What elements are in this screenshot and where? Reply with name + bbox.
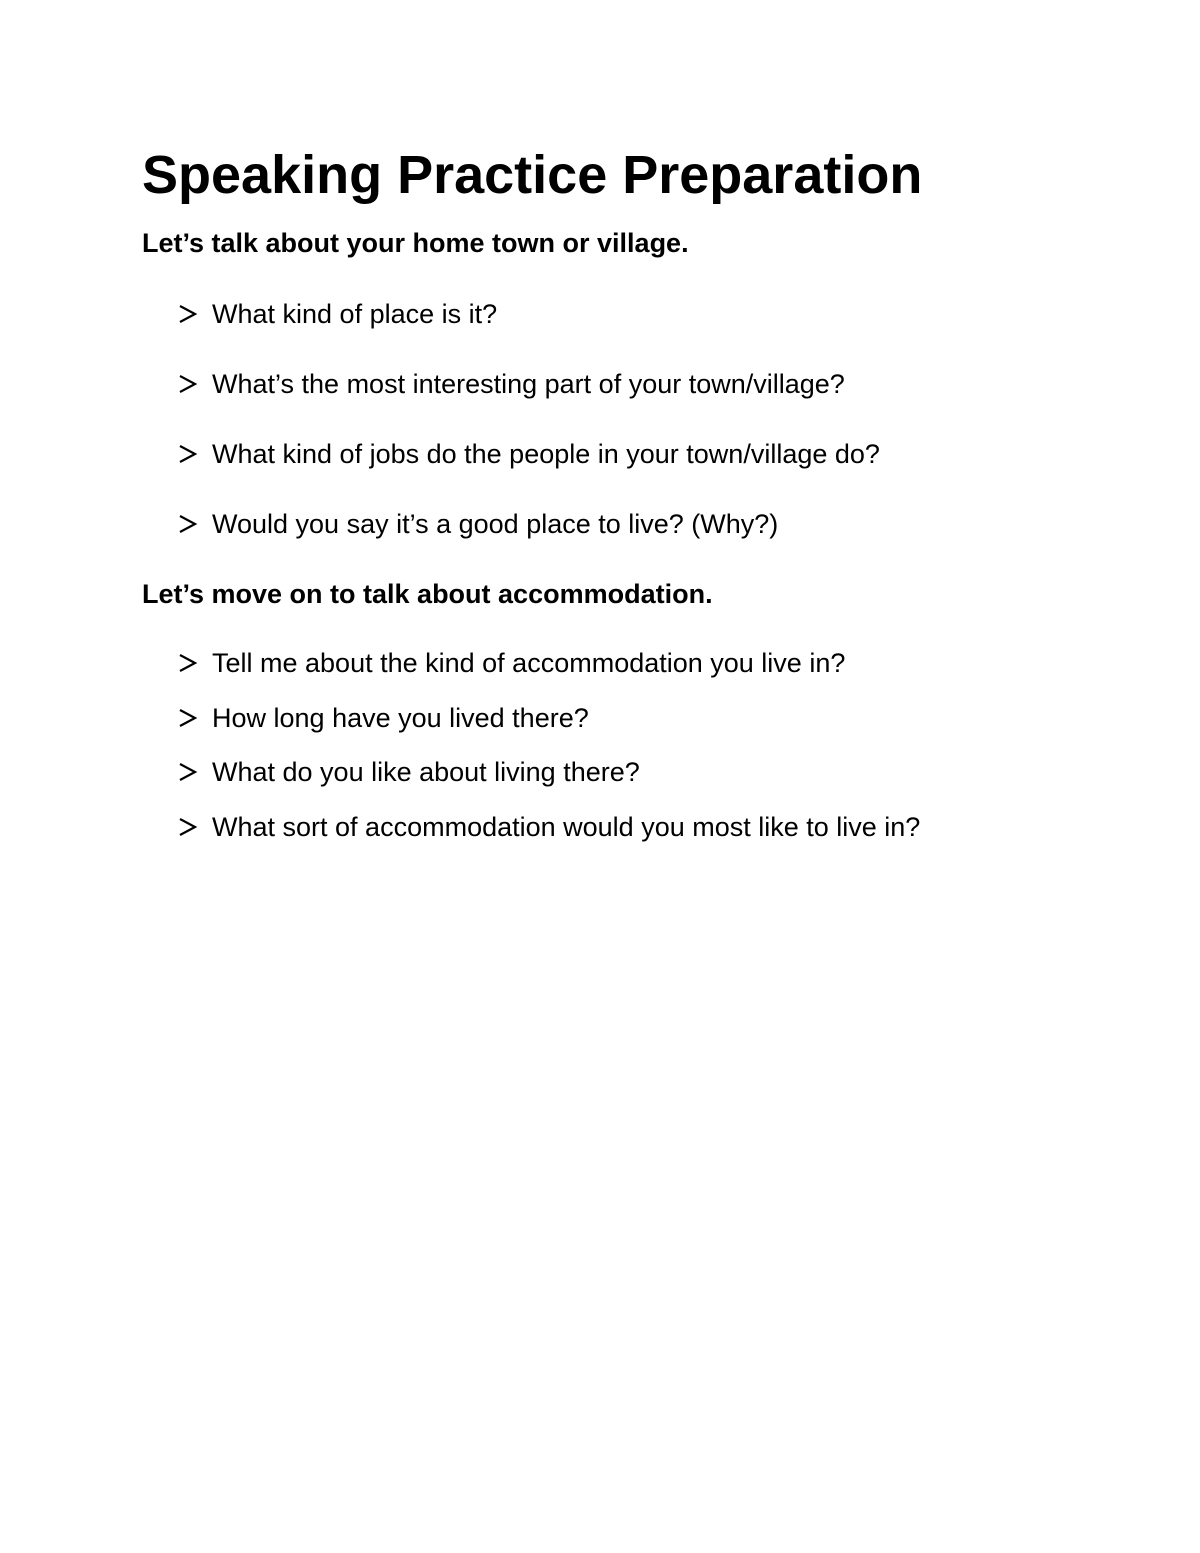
arrowhead-bullet-icon — [178, 513, 212, 535]
question-text: What kind of jobs do the people in your town/village do? — [212, 439, 880, 469]
arrowhead-bullet-icon — [178, 303, 212, 325]
home-town-question-list — [178, 297, 880, 577]
question-text: What do you like about living there? — [212, 757, 640, 787]
arrowhead-bullet-icon — [178, 761, 212, 783]
question-text: What sort of accommodation would you most like to live in? — [212, 811, 921, 842]
list-item — [178, 297, 880, 331]
section-heading-home-town: Let’s talk about your home town or village. — [142, 228, 689, 258]
list-item — [178, 367, 880, 401]
page-title: Speaking Practice Preparation — [142, 145, 923, 205]
list-item — [178, 755, 920, 789]
question-text: Tell me about the kind of accommodation you live in? — [212, 648, 846, 678]
question-text: What kind of place is it? — [212, 299, 498, 329]
list-item — [178, 701, 920, 735]
arrowhead-bullet-icon — [178, 652, 212, 674]
arrowhead-bullet-icon — [178, 707, 212, 729]
arrowhead-bullet-icon — [178, 373, 212, 395]
question-text: What’s the most interesting part of your town/village? — [212, 369, 845, 399]
list-item — [178, 646, 920, 680]
arrowhead-bullet-icon — [178, 443, 212, 465]
arrowhead-bullet-icon — [178, 816, 212, 838]
accommodation-question-list — [178, 646, 920, 864]
question-text: How long have you lived there? — [212, 702, 589, 733]
list-item — [178, 810, 920, 844]
list-item — [178, 507, 880, 541]
section-heading-accommodation: Let’s move on to talk about accommodation. — [142, 579, 713, 609]
list-item — [178, 437, 880, 471]
question-text: Would you say it’s a good place to live? (Why?) — [212, 509, 779, 539]
